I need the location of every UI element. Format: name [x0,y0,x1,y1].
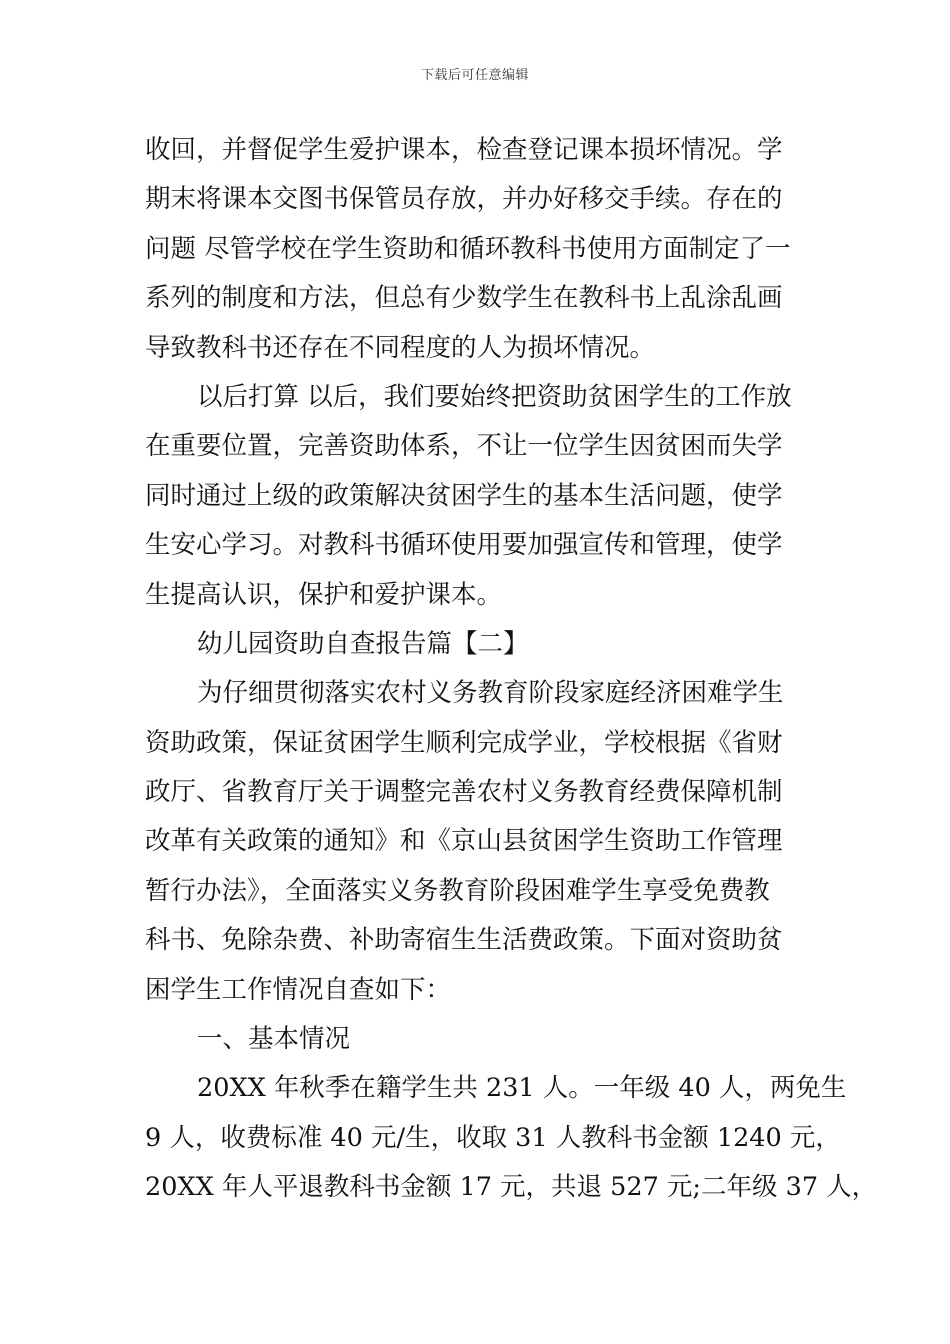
document-body [145,126,878,1213]
text-line: 在重要位置，完善资助体系，不让一位学生因贫困而失学 [145,431,783,462]
text-line: 20XX 年人平退教科书金额 17 元，共退 527 元;二年级 37 人， [145,1172,878,1203]
page-header-note: 下载后可任意编辑 [420,68,529,83]
text-line: 为仔细贯彻落实农村义务教育阶段家庭经济困难学生 [197,678,784,709]
text-line: 收回，并督促学生爱护课本，检查登记课本损坏情况。学 [145,135,783,165]
text-line: 困学生工作情况自查如下： [145,974,452,1005]
text-line: 科书、免除杂费、补助寄宿生生活费政策。下面对资助贫 [145,925,783,956]
text-line: 20XX 年秋季在籍学生共 231 人。一年级 40 人，两免生 [197,1073,847,1104]
text-line: 生安心学习。对教科书循环使用要加强宣传和管理，使学 [145,530,783,561]
text-line: 一、基本情况 [197,1024,351,1055]
text-line: 幼儿园资助自查报告篇【二】 [197,628,529,659]
text-line: 系列的制度和方法，但总有少数学生在教科书上乱涂乱画 [145,283,783,314]
text-line: 政厅、省教育厅关于调整完善农村义务教育经费保障机制 [145,777,783,808]
text-line: 导致教科书还存在不同程度的人为损坏情况。 [145,332,656,363]
text-line: 以后打算 以后，我们要始终把资助贫困学生的工作放 [197,381,792,412]
text-line: 暂行办法》，全面落实义务教育阶段困难学生享受免费教 [145,875,770,906]
text-line: 9 人，收费标准 40 元/生，收取 31 人教科书金额 1240 元， [145,1122,841,1153]
text-line: 期末将课本交图书保管员存放，并办好移交手续。存在的 [145,184,783,215]
text-line: 同时通过上级的政策解决贫困学生的基本生活问题，使学 [145,480,783,511]
text-line: 资助政策，保证贫困学生顺利完成学业，学校根据《省财 [145,727,783,758]
text-line: 问题 尽管学校在学生资助和循环教科书使用方面制定了一 [145,233,791,264]
text-line: 改革有关政策的通知》和《京山县贫困学生资助工作管理 [145,826,783,857]
text-line: 生提高认识，保护和爱护课本。 [145,579,503,610]
